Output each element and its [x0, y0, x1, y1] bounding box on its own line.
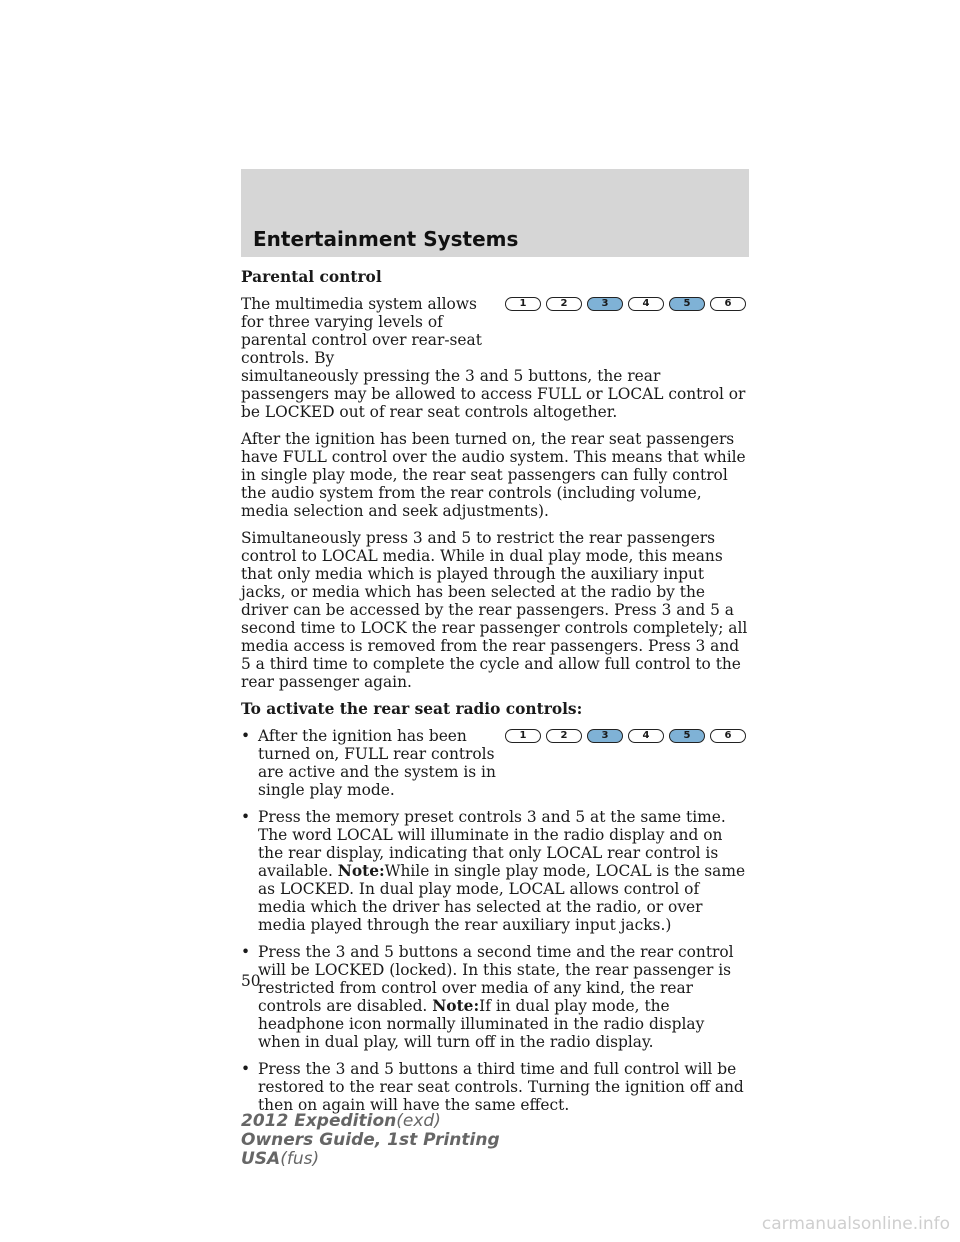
- document-footer: [241, 1112, 500, 1169]
- list-item-text: Press the 3 and 5 buttons a third time and full control will be restored to the rear seat controls. Turning the ignition off and then on again will have the same effect.: [258, 1060, 744, 1114]
- preset-button-4: 4: [628, 297, 664, 311]
- page-content: [241, 268, 749, 1123]
- preset-button-6: 6: [710, 297, 746, 311]
- intro-paragraph-first: The multimedia system allows for three varying levels of parental control over rear-seat controls. By: [241, 295, 482, 367]
- preset-button-2: 2: [546, 729, 582, 743]
- list-item: [241, 808, 749, 934]
- section-header-band: [241, 169, 749, 257]
- bullet-icon: •: [241, 1060, 251, 1078]
- footer-edition: Owners Guide, 1st Printing: [241, 1130, 500, 1150]
- watermark: carmanualsonline.info: [761, 1214, 950, 1234]
- list-item-text: Press the 3 and 5 buttons a second time and the rear control will be LOCKED (locked). In this state, the rear passenger is restricted from control over media of any kind, the rear controls are disabled.: [258, 943, 734, 1015]
- preset-buttons-illustration-2: [505, 729, 751, 743]
- list-item-row: [241, 727, 749, 799]
- section-title: Entertainment Systems: [253, 227, 519, 251]
- footer-market: USA: [241, 1149, 281, 1169]
- note-label: Note:: [432, 997, 480, 1015]
- footer-market-code: (fus): [280, 1149, 320, 1169]
- preset-button-5: 5: [669, 297, 705, 311]
- instruction-list: [241, 727, 749, 1114]
- list-item: [241, 1060, 749, 1114]
- section-heading: Parental control: [241, 268, 382, 286]
- bullet-icon: •: [241, 808, 251, 826]
- preset-button-6: 6: [710, 729, 746, 743]
- paragraph-local-media: Simultaneously press 3 and 5 to restrict the rear passengers control to LOCAL media. While in dual play mode, this means that only media which is played through the auxiliary input jacks, or media which has been selected at the radio by the driver can be accessed by the rear passengers. Press 3 and 5 a second time to LOCK the rear passenger controls completely; all media access is removed from the rear passengers. Press 3 and 5 a third time to complete the cycle and allow full control to the rear passenger again.: [241, 529, 748, 691]
- preset-buttons-illustration-1: [505, 297, 751, 311]
- preset-button-4: 4: [628, 729, 664, 743]
- paragraph-full-control: After the ignition has been turned on, the rear seat passengers have FULL control over the audio system. This means that while in single play mode, the rear seat passengers can fully control the audio system from the rear controls (including volume, media selection and seek adjustments).: [241, 430, 746, 520]
- preset-button-3: 3: [587, 297, 623, 311]
- preset-button-1: 1: [505, 297, 541, 311]
- note-text: While in single play mode, LOCAL is the same as LOCKED. In dual play mode, LOCAL allows control of media which the driver has selected at the radio, or over media played through the rear auxiliary input jacks.): [258, 862, 746, 934]
- preset-button-5: 5: [669, 729, 705, 743]
- preset-button-1: 1: [505, 729, 541, 743]
- footer-model: 2012 Expedition: [241, 1111, 397, 1131]
- activate-subheading: To activate the rear seat radio controls:: [241, 700, 583, 718]
- note-text: If in dual play mode, the headphone icon normally illuminated in the radio display when in dual play, will turn off in the radio display.: [258, 997, 705, 1051]
- bullet-icon: •: [241, 727, 251, 745]
- footer-model-code: (exd): [396, 1111, 441, 1131]
- preset-button-2: 2: [546, 297, 582, 311]
- list-item: [241, 727, 749, 799]
- page-number: 50: [241, 972, 261, 990]
- list-item-text: Press the memory preset controls 3 and 5 at the same time. The word LOCAL will illuminate in the radio display and on the rear display, indicating that only LOCAL rear control is available.: [258, 808, 726, 880]
- preset-button-3: 3: [587, 729, 623, 743]
- note-label: Note:: [337, 862, 385, 880]
- intro-paragraph-rest: simultaneously pressing the 3 and 5 buttons, the rear passengers may be allowed to access FULL or LOCAL control or be LOCKED out of rear seat controls altogether.: [241, 367, 746, 421]
- list-item: [241, 943, 749, 1051]
- list-item-text: After the ignition has been turned on, FULL rear controls are active and the system is in single play mode.: [258, 727, 496, 799]
- intro-block: [241, 295, 749, 376]
- bullet-icon: •: [241, 943, 251, 961]
